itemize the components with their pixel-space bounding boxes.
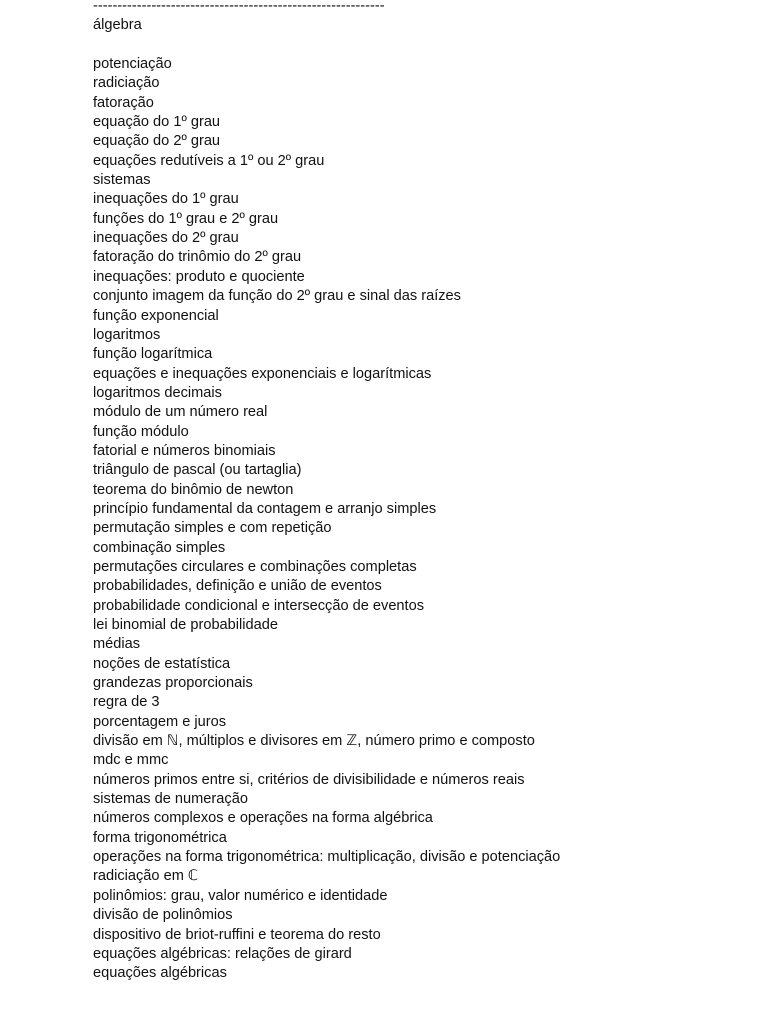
topic-item: grandezas proporcionais — [93, 675, 253, 692]
topic-item: sistemas — [93, 172, 151, 189]
topic-item: sistemas de numeração — [93, 791, 248, 808]
topic-item: fatoração — [93, 94, 154, 111]
topic-item: função logarítmica — [93, 346, 213, 363]
topic-item: equações e inequações exponenciais e logarítmicas — [93, 365, 432, 382]
topic-item: divisão em ℕ, múltiplos e divisores em ℤ, número primo e composto — [93, 733, 535, 750]
topic-item: fatoração do trinômio do 2º grau — [93, 249, 302, 266]
topic-item: função exponencial — [93, 307, 219, 324]
blank-line — [93, 36, 753, 55]
topic-item: equações algébricas — [93, 965, 227, 982]
topic-item: fatorial e números binomiais — [93, 442, 276, 459]
topic-item: inequações: produto e quociente — [93, 268, 305, 285]
topic-item: números primos entre si, critérios de divisibilidade e números reais — [93, 771, 525, 788]
topic-item: módulo de um número real — [93, 404, 268, 421]
topic-item: dispositivo de briot-ruffini e teorema do resto — [93, 926, 381, 943]
topic-item: combinação simples — [93, 539, 226, 556]
topic-item: logaritmos decimais — [93, 384, 222, 401]
topic-item: números complexos e operações na forma algébrica — [93, 810, 433, 827]
topic-item: probabilidade condicional e intersecção de eventos — [93, 597, 425, 614]
topic-item: logaritmos — [93, 326, 161, 343]
topic-item: conjunto imagem da função do 2º grau e sinal das raízes — [93, 288, 461, 305]
topic-item: mdc e mmc — [93, 752, 169, 769]
topic-item: noções de estatística — [93, 655, 231, 672]
topic-item: forma trigonométrica — [93, 829, 227, 846]
topic-item: teorema do binômio de newton — [93, 481, 294, 498]
topic-item: função módulo — [93, 423, 189, 440]
topic-item: inequações do 2º grau — [93, 230, 239, 247]
section-heading: álgebra — [93, 17, 142, 34]
topic-item: radiciação — [93, 75, 160, 92]
topic-item: porcentagem e juros — [93, 713, 227, 730]
topic-item: equação do 1º grau — [93, 114, 221, 131]
topic-item: inequações do 1º grau — [93, 191, 239, 208]
topic-list — [93, 55, 753, 984]
topic-item: equações redutíveis a 1º ou 2º grau — [93, 152, 325, 169]
topic-item: lei binomial de probabilidade — [93, 617, 278, 633]
topic-item: regra de 3 — [93, 694, 160, 711]
topic-item: divisão de polinômios — [93, 907, 233, 924]
topic-item: operações na forma trigonométrica: multiplicação, divisão e potenciação — [93, 849, 561, 866]
topic-item: permutação simples e com repetição — [93, 520, 332, 537]
topic-item: equação do 2º grau — [93, 133, 221, 150]
topic-item: radiciação em ℂ — [93, 868, 199, 885]
topic-item: polinômios: grau, valor numérico e identidade — [93, 887, 388, 904]
separator-line: ------------------------------------------------------------ — [93, 0, 385, 14]
topic-item: potenciação — [93, 56, 172, 73]
topic-item: equações algébricas: relações de girard — [93, 945, 352, 962]
topic-item: triângulo de pascal (ou tartaglia) — [93, 462, 302, 479]
topic-item: probabilidades, definição e união de eventos — [93, 578, 382, 595]
topic-item: funções do 1º grau e 2º grau — [93, 210, 279, 227]
topic-item: permutações circulares e combinações completas — [93, 558, 417, 575]
topic-item: princípio fundamental da contagem e arranjo simples — [93, 500, 437, 517]
document-content — [93, 0, 753, 984]
topic-item: médias — [93, 636, 141, 653]
